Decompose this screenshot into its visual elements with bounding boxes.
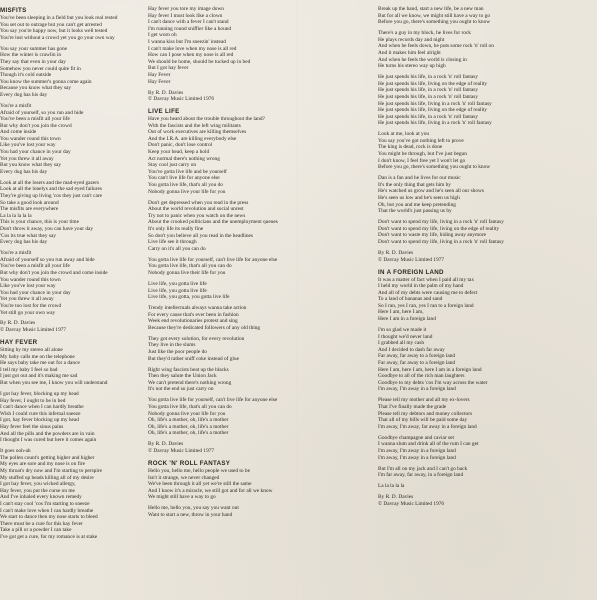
lyric-line: You're too lost for the crowd [0,302,62,309]
lyric-line: Before you go, there's something you ought to know [378,164,491,171]
lyric-line: I can't stay cool 'cos I'm starting to sneeze [0,500,90,507]
lyric-line: That I've finally made the grade [378,403,447,410]
lyric-line: Far away, far away to a foreign land [378,353,456,360]
lyric-line: Carry on it's all you can do [148,245,206,252]
lyric-line: You say you're happy now, but it looks well tested [0,28,108,35]
lyric-line: He just spends his life, living on the edge of reality [378,107,488,114]
lyric-line: But they'd rather sniff coke instead of glue [148,355,239,362]
lyric-line: Here I am, here I am, here I am in a foreign land [378,366,482,373]
lyric-line: Hay Fever [148,78,171,85]
lyric-line: Every dog has his day [0,91,48,98]
lyric-line: And I know it's a miracle, we still got and for all we know [148,487,273,494]
lyric-line: This is your chance, this is your time [0,219,79,226]
lyric-line: I get worn oh [148,32,177,39]
stanza-gap [0,334,140,338]
lyric-line: Right wing fascists beat up the blacks [148,366,229,373]
lyric-line: There's a guy in my block, he lives for rock [378,30,471,37]
lyric-line: Here I am, here I am, [378,309,424,316]
lyric-line: Somehow you never could quite fit in [0,65,81,72]
lyric-line: To a land of bananas and sand [378,296,443,303]
lyric-line: Goodbye champagne and caviar set [378,434,454,441]
lyric-line: That the world's just passing us by [378,208,452,215]
lyric-line: © Davray Music Limited 1977 [148,447,215,454]
lyric-line: You've been a misfit all your life [0,116,70,123]
lyric-line: I held my world in the palm of my hand [378,283,464,290]
lyric-line: © Davray Music Limited 1976 [148,96,215,103]
lyric-line: I got, hay fever blocking up my head [0,417,79,424]
lyric-line: And I decided to dash far away [378,346,445,353]
lyric-line: Wish I could cure this infernal sneeze [0,410,81,417]
lyric-line: Though it's cold outside [0,72,52,79]
lyric-line: He just spends his life, in a rock 'n' roll fantasy [378,74,479,81]
lyric-line: You had your chance in your day [0,289,71,296]
lyric-line: Because you know what they say [0,85,72,92]
lyric-line: About the crooked politicians and the unemployment queues [148,219,278,226]
lyric-line: © Davray Music Limited 1976 [378,500,445,507]
lyric-line: We should be home, should be tucked up in bed [148,58,251,65]
lyric-line: He just spends his life, living in a rock 'n' roll fantasy [378,120,492,127]
lyric-line: Nobody gonna live their life for you [148,269,226,276]
lyric-line: The misfits are everywhere [0,206,59,213]
lyric-line: Nobody gonna live your life for you [148,410,226,417]
lyric-line: Please tell my debtors and money collectors [378,410,473,417]
lyric-line: Nobody gonna live your life for you [148,188,226,195]
lyric-line: Want to start a new, throw in your hand [148,511,233,518]
lyric-line: He just spends his life, living in a rock 'n' roll fantasy [378,100,492,107]
lyric-line: My baby calls me on the telephone [0,353,75,360]
lyric-line: Please tell my mother and all my ex-lovers [378,397,470,404]
lyric-line: He just spends his life, in a rock 'n' roll fantasy [378,93,479,100]
lyric-line: Live life, you gotta live life [148,280,207,287]
lyric-line: It's not the end so just carry on [148,386,214,393]
lyric-line: Sitting by my stereo all alone [0,347,63,354]
song-title: IN A FOREIGN LAND [378,268,444,276]
lyric-line: But for all we know, we might still have a way to go [378,12,490,19]
lyric-line: Live life, you gotta, you gotta live life [148,294,230,301]
lyric-line: But I'm all on my jack and I can't go back [378,465,468,472]
lyric-line: Hello me, hello you, you say you want out [148,505,239,512]
song-title: HAY FEVER [0,339,38,347]
lyric-line: And come inside [0,129,37,136]
lyric-line: I got hay fever, blocking up my head [0,391,79,398]
lyric-line: So take a good look around [0,199,59,206]
lyric-line: Don't get depressed when you read in the press [148,199,249,206]
stanza-gap [148,455,372,459]
lyric-line: You might be through, but I've just begun [378,151,467,158]
lyric-line: He's watched us grow and he's seen all our shows [378,188,484,195]
lyric-line: Yet you threw it all away [0,155,54,162]
lyric-line: By R. D. Davies [378,494,414,501]
lyric-line: You wander round this town [0,135,61,142]
lyric-line: But why don't you join the crowd [0,122,72,129]
lyric-line: I can't dance with a fever I can't stand [148,19,229,26]
lyric-line: The pollen count's getting higher and higher [0,454,95,461]
lyric-line: Don't want to waste my life, hiding away anymore [378,232,486,239]
lyric-line: Look at me, look at you [378,131,430,138]
lyric-line: But I got hay fever [148,65,189,72]
lyric-line: Oh, life's a mother, oh, life's a mother [148,430,229,437]
lyric-line: He's seen us low and he's seen us high [378,195,460,201]
lyric-line: I wanna kiss but I'm sneezin' instead [148,38,226,45]
lyric-line: Trendy intellectuals always wanna take action [148,305,247,312]
lyric-line: Live life, you gotta live life [148,287,207,294]
stanza-gap [378,263,597,267]
lyric-line: He just spends his life, in a rock 'n' roll fantasy [378,87,479,94]
lyric-line: Try not to panic when you watch on the news [148,212,246,219]
lyric-line: And the I.R.A. are killing everybody else [148,135,237,142]
lyric-line: You gotta live life, that's all you do [148,182,223,189]
lyric-line: They got every solution, for every revolution [148,335,245,342]
lyric-line: Because they're dedicated followers of any old thing [148,324,261,331]
lyric-line: I tell my baby I feel so bad [0,366,58,373]
lyric-line: By R. D. Davies [148,89,184,96]
lyric-line: Hay fever, I ought to be in bed [0,397,66,404]
lyric-line: Break up the band, start a new life, be a new man [378,6,484,12]
lyric-line: You gotta live life, that's all you can do [148,403,232,410]
lyric-line: The king is dead, rock is done [378,144,443,151]
lyric-line: Don't want to spend my life, living on the edge of reality [378,225,500,232]
lyric-line: Don't panic, don't lose control [148,142,213,149]
lyric-line: You gotta live life for yourself, can't live life for anyone else [148,256,278,263]
lyric-line: I wanna slum and drink all of the rum I can get [378,441,479,448]
lyric-line: Goodbye to all of the rich man laughters [378,373,465,380]
lyric-line: We can't pretend there's nothing wrong [148,379,232,386]
lyric-line: And it makes him feel alright [378,49,441,56]
lyric-line: La la la la la la [0,212,32,219]
lyric-line: I'm running round sniffier like a hound [148,25,232,32]
lyric-line: You've been sleeping in a field but you look real rested [0,15,118,21]
lyric-line: And when he feels the world is closing in [378,56,467,63]
song-title: ROCK 'N' ROLL FANTASY [148,459,231,467]
lyric-line: You can't live life for anyone else [148,175,220,182]
lyric-line: My throat's dry now and I'm starting to perspire [0,467,102,474]
lyric-line: It was a matter of fact when I paid all my tax [378,276,475,283]
lyric-line: But why don't you join the crowd and come inside [0,269,108,276]
lyric-line: Look at all the losers and the mad-eyed gazers [0,179,100,186]
lyric-line: Don't want to spend my life, living in a rock 'n' roll fantasy [378,238,504,245]
lyric-line: Like you've lost your way [0,283,56,290]
lyric-line: And all of my debts were causing me to defect [378,289,478,296]
lyric-line: Week end revolutionaries protest and sing [148,318,238,325]
lyric-line: He just spends his life, living on the edge of reality [378,80,488,87]
lyric-line: You wander round this town [0,276,61,283]
lyric-line: We've been through it all yet we're still the same [148,481,252,488]
lyric-line: Yet still go your own way [0,309,56,316]
lyric-line: He just spends his life, in a rock 'n' roll fantasy [378,113,479,120]
lyric-line: So I ran, yes I ran, yes I ran to a foreign land [378,302,474,309]
lyric-line: Hay fever I must look like a clown [148,12,223,19]
lyric-line: And when he feels down, he puts some rock 'n' roll on [378,43,494,50]
lyric-line: How the winter is crawlin in [0,52,61,59]
lyric-line: Afraid of yourself, so you run and hide [0,109,84,116]
lyric-line: How can I pose when my nose is all red [148,52,234,59]
lyric-line: Don't want to spend my life, living in a rock 'n' roll fantasy [378,219,504,226]
lyric-line: I'm so glad we made it [378,327,427,334]
lyric-line: I got hay fever, you wicked allergy, [0,481,76,488]
lyric-line: Hay fever you tore my image down [148,6,224,12]
lyric-line: Live life see it through [148,239,197,246]
lyric-line: That all of my bills will be paid some day [378,417,468,424]
lyric-line: He says baby take me out for a dance [0,360,80,367]
lyric-line: You're lost without a crowd yet you go your own way [0,34,115,41]
lyric-line: We might still have a way to go [148,494,216,501]
lyric-line: They say that even in your day [0,58,66,65]
lyric-line: I'm away, I'm away, far away in a foreign land [378,423,477,430]
lyric-line: They're giving up living 'cos they just can't care [0,193,103,200]
lyric-line: I just got out and it's making me sad [0,373,78,380]
lyric-line: You gotta live life for yourself, can't live life for anyone else [148,397,278,404]
lyric-line: Take a pill or a powder I can take [0,527,72,534]
lyric-line: I thought I was cured but here it comes again [0,437,97,444]
lyric-line: Oh, but you and me keep pretending [378,201,456,208]
lyric-line: By R. D. Davies [148,441,184,448]
lyric-line: Here I am in a foreign land [378,316,436,323]
lyric-line: He turns his stereo way up high [378,63,446,70]
lyric-line: For every cause that's ever been in fashion [148,311,239,318]
lyric-line: Oh, life's a mother, oh, life's a mother [148,417,229,424]
lyric-line: You say you've got nothing left to prove [378,137,464,144]
lyric-line: But when you see me, I know you will understand [0,380,108,387]
lyric-line: 'Cos its true what they say [0,232,57,239]
lyric-line: Before you go, there's something you ought to know [378,19,491,26]
lyric-line: You set out to outrage but you can't get arrested [0,21,102,28]
lyric-line: And I've inhaled every known remedy [0,494,82,501]
lyric-line: Have you heard about the trouble throughout the land? [148,116,265,123]
lyric-line: Every dog has his day [0,168,48,175]
lyric-line: You're a misfit [0,102,32,109]
lyric-line: Hay fever feel the sinus pains [0,423,64,430]
lyrics-column-2 [148,6,372,518]
lyric-line: My stuffed up heads killing all of my desire [0,474,94,481]
lyric-line: By R. D. Davies [0,320,36,327]
lyric-line: Look at all the lonelys and the sad eyed failures [0,186,102,193]
lyric-line: You've gotta live life and be yourself [148,168,227,175]
lyric-line: La la la la la [378,483,405,490]
song-title: LIVE LIFE [148,108,180,116]
lyric-line: It's the only thing that gets him by [378,181,451,188]
lyric-line: You say your summer has gone [0,45,67,52]
lyric-line: It's only life its really fine [148,225,204,232]
lyric-line: It goes ooh-ah [0,448,31,455]
lyric-line: Like you've lost your way [0,142,56,149]
lyric-line: They live in the slums [148,342,196,349]
lyric-line: My eyes are sore and my nose is on fire [0,461,86,468]
lyric-line: Every dog has his day [0,239,48,246]
lyric-line: But you know what they say [0,162,62,169]
lyric-line: He plays records day and night [378,36,445,43]
lyric-line: I thought we'd never land [378,333,433,340]
lyric-line: You're a misfit [0,250,32,257]
lyric-line: I can't dance when I can hardly breathe [0,404,84,411]
lyric-line: Hay fever, you put the curse on me [0,487,75,494]
lyric-line: Goodbye to my debts 'cos I'm way across the water [378,379,488,386]
lyric-line: Keep your head, keep a hold [148,149,210,156]
lyric-line: I'm far away, far away, in a foreign land [378,472,464,479]
lyrics-column-3 [378,6,597,507]
lyric-line: © Davray Music Limited 1977 [0,327,67,334]
lyric-line: I've got get a cure, for my romance is at stake [0,533,98,540]
lyric-line: With the fascists and the left wing militants [148,122,241,129]
lyric-line: Hay Fever [148,71,171,78]
lyric-line: Don't throw it away, you can have your day [0,225,94,232]
lyric-line: Far away, far away to a foreign land [378,360,456,367]
lyric-line: Act normal there's nothing wrong [148,155,220,162]
lyric-line: We start to dance then my nose starts to bleed [0,514,98,521]
lyric-line: There must be a cure for this hay fever [0,520,83,527]
lyric-line: You've been a misfit all your life [0,263,70,270]
lyric-line: Just like the poor people do [148,349,207,356]
lyric-line: You had your chance in your day [0,149,71,156]
lyric-line: Isn't it strange, we never changed [148,474,220,481]
lyric-line: © Davray Music Limited 1977 [378,256,445,263]
lyric-line: I can't make love when my nose is all red [148,45,237,52]
lyric-line: I'm away, I'm away in a foreign land [378,454,456,461]
lyric-line: So don't you believe all you read in the headlines [148,232,253,239]
song-title: MISFITS [0,7,27,14]
stanza-gap [148,103,372,107]
lyric-line: Out of work executives are killing themselves [148,129,247,136]
lyric-line: Hello you, hello me, hello people we used to be [148,467,250,474]
lyric-line: Yet you threw it all away [0,296,54,303]
lyric-line: Then they salute the Union Jack [148,373,217,380]
lyric-line: I grabbed all my cash [378,340,424,347]
lyric-line: Dan is a fan and he lives for our music [378,175,461,182]
lyric-line: Afraid of yourself so you run away and hide [0,256,95,263]
lyric-line: And all the pills and the powders are in vain [0,430,95,437]
lyric-line: Oh, life's a mother, oh, life's a mother [148,423,229,430]
lyric-line: You gotta live life, that's all you can do [148,263,232,270]
lyric-line: By R. D. Davies [378,249,414,256]
lyric-line: I'm away, I'm away in a foreign land [378,447,456,454]
lyric-line: Stay cool just carry on [148,162,197,169]
lyric-line: About the world revolution and social unrest [148,206,244,213]
lyrics-column-1 [0,6,140,540]
lyric-line: I'm away, I'm away in a foreign land [378,386,456,393]
lyric-line: You know the summer's gonna come again [0,78,92,85]
lyric-line: I don't know, I feel free yet I won't let go [378,157,466,164]
lyric-line: I can't make love when I can hardly breathe [0,507,94,514]
